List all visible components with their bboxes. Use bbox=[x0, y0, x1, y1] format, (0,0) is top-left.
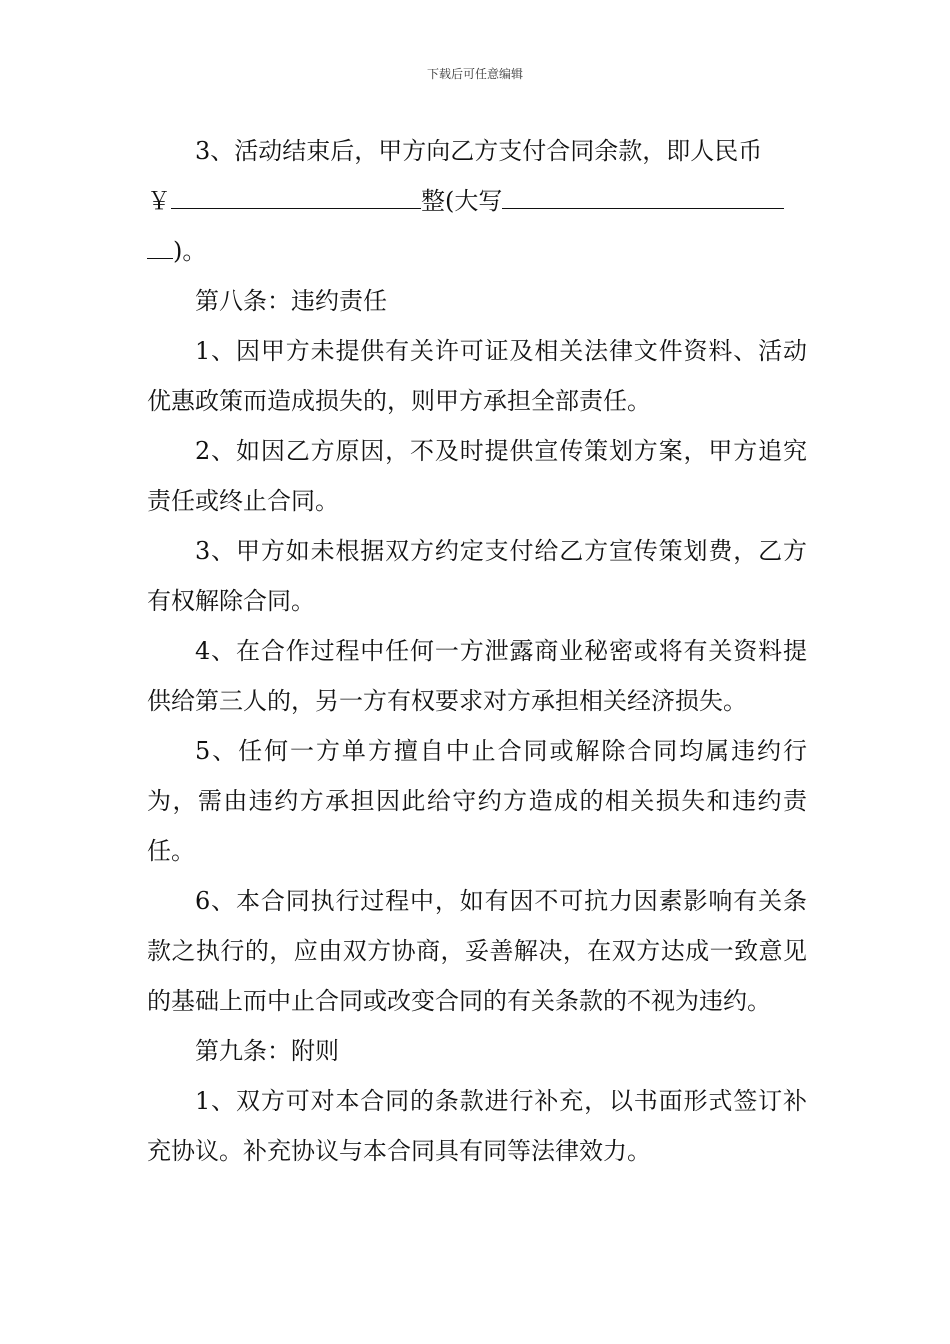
article-8-item-3: 3、甲方如未根据双方约定支付给乙方宣传策划费，乙方有权解除合同。 bbox=[147, 537, 807, 615]
page-header-note: 下载后可任意编辑 bbox=[426, 67, 523, 81]
article-9-item-1: 1、双方可对本合同的条款进行补充，以书面形式签订补充协议。补充协议与本合同具有同等法律效力。 bbox=[147, 1087, 807, 1165]
payment-clause-text: 3、活动结束后，甲方向乙方支付合同余款，即人民币 bbox=[195, 137, 763, 165]
amount-blank-field bbox=[171, 180, 421, 209]
uppercase-amount-blank-continuation bbox=[147, 230, 173, 259]
whole-uppercase-label: 整(大写 bbox=[421, 187, 503, 215]
uppercase-amount-blank-field bbox=[502, 180, 784, 209]
payment-amount-line bbox=[147, 176, 807, 226]
article-8-heading: 第八条：违约责任 bbox=[195, 287, 387, 315]
article-8-item-4: 4、在合作过程中任何一方泄露商业秘密或将有关资料提供给第三人的，另一方有权要求对方承担相关经济损失。 bbox=[147, 637, 807, 715]
document-body bbox=[147, 126, 807, 1176]
article-8-item-6: 6、本合同执行过程中，如有因不可抗力因素影响有关条款之执行的，应由双方协商，妥善解决，在双方达成一致意见的基础上而中止合同或改变合同的有关条款的不视为违约。 bbox=[147, 887, 807, 1015]
currency-symbol: ￥ bbox=[147, 187, 171, 215]
payment-closing-line bbox=[147, 226, 807, 276]
article-9-heading: 第九条：附则 bbox=[195, 1037, 339, 1065]
article-8-item-2: 2、如因乙方原因，不及时提供宣传策划方案，甲方追究责任或终止合同。 bbox=[147, 437, 807, 515]
payment-closing: )。 bbox=[173, 237, 207, 265]
article-8-item-1: 1、因甲方未提供有关许可证及相关法律文件资料、活动优惠政策而造成损失的，则甲方承担全部责任。 bbox=[147, 337, 807, 415]
article-8-item-5: 5、任何一方单方擅自中止合同或解除合同均属违约行为，需由违约方承担因此给守约方造成的相关损失和违约责任。 bbox=[147, 737, 807, 865]
